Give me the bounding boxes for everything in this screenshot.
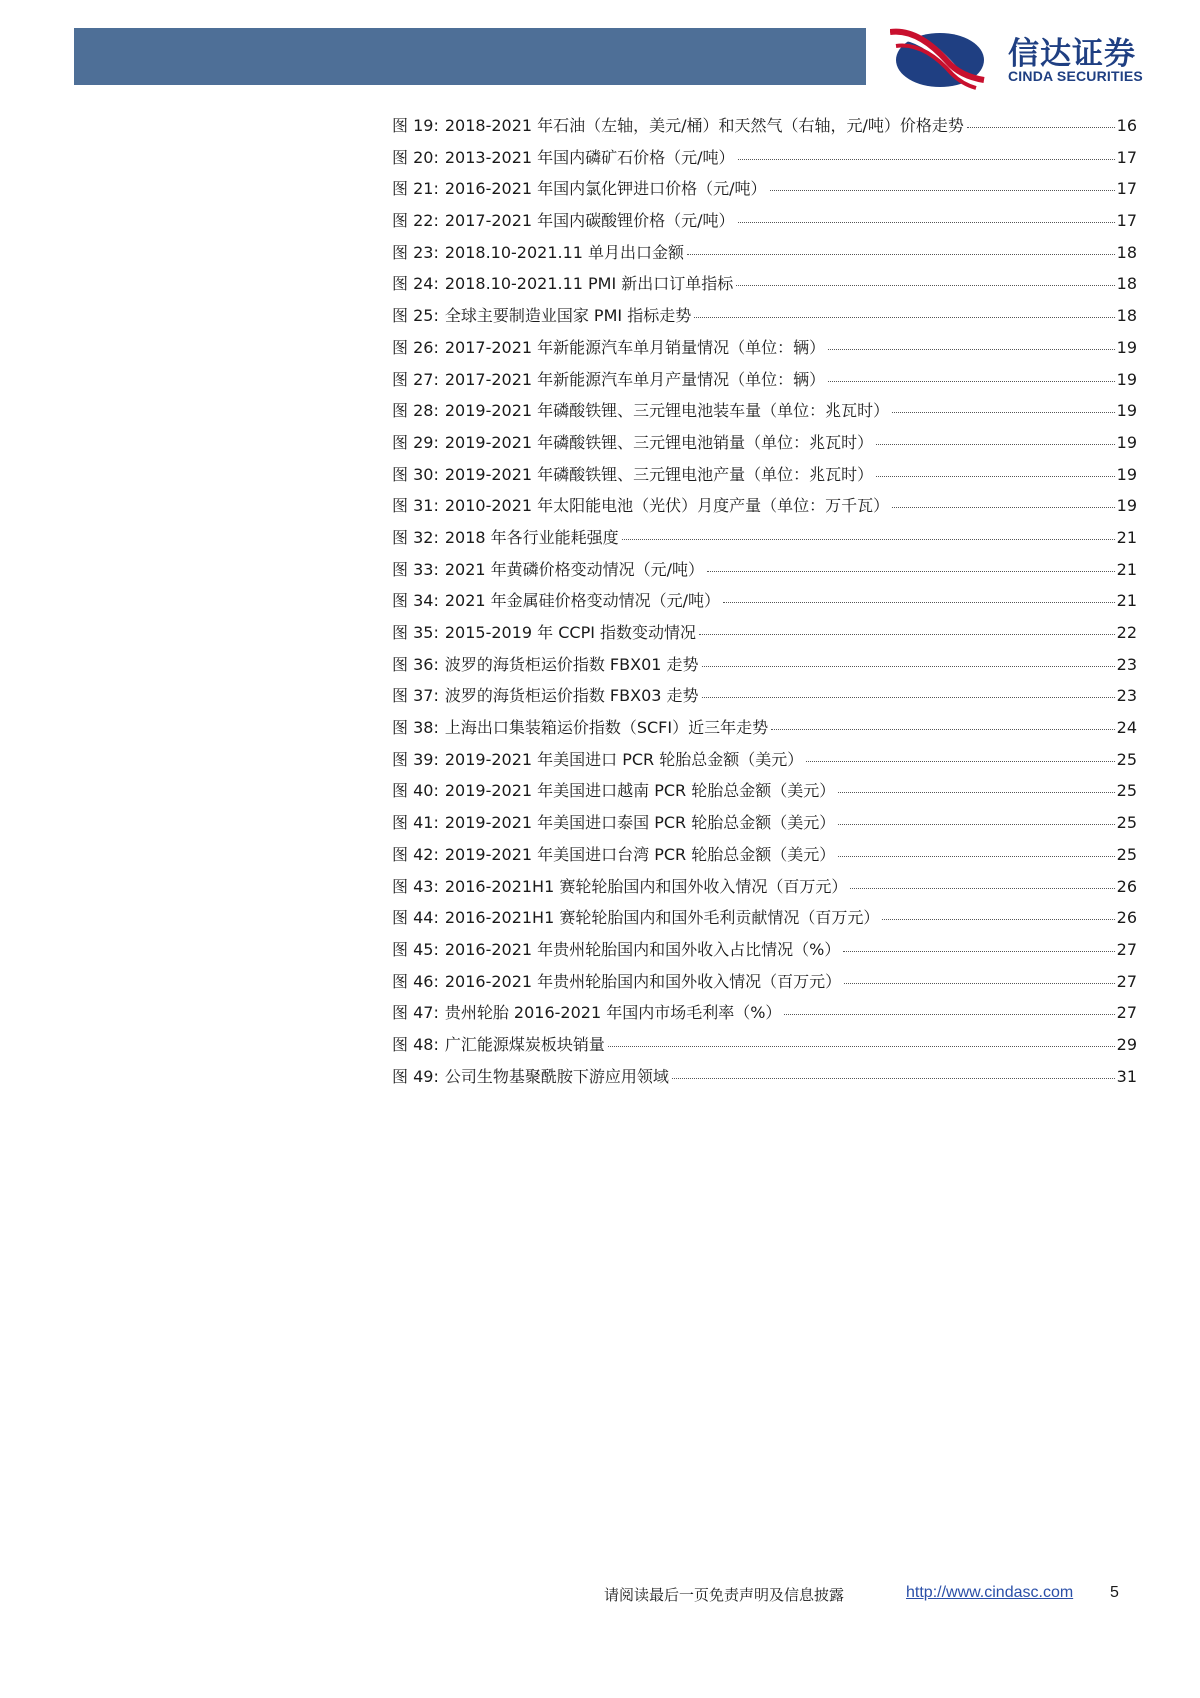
- figure-title: 2015-2019 年 CCPI 指数变动情况: [444, 623, 697, 642]
- figure-list: [392, 113, 1137, 1095]
- figure-list-item[interactable]: [392, 652, 1137, 684]
- figure-page-number: 26: [1116, 908, 1137, 928]
- dot-leader: [850, 888, 1114, 889]
- dot-leader: [608, 1046, 1115, 1047]
- figure-list-item[interactable]: [392, 969, 1137, 1001]
- figure-list-item[interactable]: [392, 367, 1137, 399]
- dot-leader: [707, 571, 1115, 572]
- figure-title: 2019-2021 年磷酸铁锂、三元锂电池销量（单位：兆瓦时）: [444, 432, 874, 452]
- figure-page-number: 17: [1116, 147, 1137, 167]
- dot-leader: [838, 856, 1114, 857]
- dot-leader: [967, 127, 1115, 128]
- figure-list-item[interactable]: [392, 874, 1137, 906]
- figure-title: 2021 年金属硅价格变动情况（元/吨）: [444, 591, 721, 611]
- figure-list-item[interactable]: [392, 683, 1137, 715]
- figure-number: 图 49:: [392, 1066, 439, 1086]
- figure-list-item[interactable]: [392, 937, 1137, 969]
- dot-leader: [843, 951, 1114, 952]
- figure-title: 公司生物基聚酰胺下游应用领域: [444, 1066, 669, 1086]
- figure-number: 图 28:: [392, 401, 439, 421]
- figure-list-item[interactable]: [392, 715, 1137, 747]
- figure-number: 图 36:: [392, 654, 439, 674]
- figure-number: 图 26:: [392, 337, 439, 357]
- dot-leader: [892, 507, 1114, 508]
- figure-page-number: 27: [1116, 939, 1137, 959]
- figure-list-item[interactable]: [392, 240, 1137, 272]
- figure-list-item[interactable]: [392, 778, 1137, 810]
- figure-number: 图 47:: [392, 1003, 439, 1023]
- dot-leader: [882, 919, 1114, 920]
- figure-number: 图 41:: [392, 813, 439, 833]
- dot-leader: [699, 634, 1115, 635]
- figure-page-number: 23: [1116, 654, 1137, 674]
- figure-title: 广汇能源煤炭板块销量: [444, 1034, 605, 1054]
- figure-title: 2019-2021 年美国进口台湾 PCR 轮胎总金额（美元）: [444, 844, 836, 864]
- figure-number: 图 37:: [392, 686, 439, 706]
- figure-page-number: 27: [1116, 971, 1137, 991]
- figure-title: 2016-2021 年贵州轮胎国内和国外收入占比情况（%）: [444, 939, 841, 959]
- figure-list-item[interactable]: [392, 145, 1137, 177]
- figure-list-item[interactable]: [392, 842, 1137, 874]
- figure-title: 2018 年各行业能耗强度: [444, 527, 619, 547]
- figure-number: 图 20:: [392, 147, 439, 167]
- cinda-logo-icon: [890, 26, 990, 90]
- dot-leader: [622, 539, 1115, 540]
- figure-page-number: 21: [1116, 559, 1137, 579]
- logo-english-name: CINDA SECURITIES: [1008, 68, 1143, 84]
- dot-leader: [892, 412, 1114, 413]
- figure-list-item[interactable]: [392, 208, 1137, 240]
- figure-list-item[interactable]: [392, 335, 1137, 367]
- figure-number: 图 30:: [392, 464, 439, 484]
- figure-page-number: 19: [1116, 369, 1137, 389]
- figure-page-number: 18: [1116, 306, 1137, 326]
- dot-leader: [672, 1078, 1115, 1079]
- dot-leader: [876, 444, 1114, 445]
- figure-page-number: 19: [1116, 401, 1137, 421]
- dot-leader: [687, 254, 1115, 255]
- figure-page-number: 29: [1116, 1034, 1137, 1054]
- figure-title: 2017-2021 年国内碳酸锂价格（元/吨）: [444, 211, 735, 231]
- figure-number: 图 32:: [392, 527, 439, 547]
- dot-leader: [828, 381, 1114, 382]
- figure-page-number: 17: [1116, 179, 1137, 199]
- figure-title: 2017-2021 年新能源汽车单月销量情况（单位：辆）: [444, 337, 826, 357]
- figure-title: 2016-2021 年贵州轮胎国内和国外收入情况（百万元）: [444, 971, 842, 991]
- figure-title: 2010-2021 年太阳能电池（光伏）月度产量（单位：万千瓦）: [444, 496, 890, 516]
- figure-list-item[interactable]: [392, 557, 1137, 589]
- figure-page-number: 19: [1116, 496, 1137, 516]
- dot-leader: [844, 983, 1114, 984]
- figure-number: 图 21:: [392, 179, 439, 199]
- figure-list-item[interactable]: [392, 1064, 1137, 1096]
- dot-leader: [770, 190, 1115, 191]
- figure-list-item[interactable]: [392, 1032, 1137, 1064]
- figure-list-item[interactable]: [392, 462, 1137, 494]
- figure-page-number: 19: [1116, 337, 1137, 357]
- figure-list-item[interactable]: [392, 905, 1137, 937]
- figure-title: 贵州轮胎 2016-2021 年国内市场毛利率（%）: [444, 1003, 782, 1023]
- figure-number: 图 45:: [392, 939, 439, 959]
- figure-number: 图 22:: [392, 211, 439, 231]
- figure-number: 图 19:: [392, 116, 439, 135]
- figure-page-number: 26: [1116, 876, 1137, 896]
- figure-list-item[interactable]: [392, 1000, 1137, 1032]
- figure-list-item[interactable]: [392, 588, 1137, 620]
- figure-page-number: 18: [1116, 274, 1137, 294]
- dot-leader: [806, 761, 1114, 762]
- figure-page-number: 19: [1116, 432, 1137, 452]
- figure-title: 2021 年黄磷价格变动情况（元/吨）: [444, 559, 705, 579]
- figure-page-number: 16: [1116, 116, 1137, 135]
- dot-leader: [771, 729, 1115, 730]
- figure-number: 图 48:: [392, 1034, 439, 1054]
- dot-leader: [784, 1014, 1114, 1015]
- figure-number: 图 27:: [392, 369, 439, 389]
- figure-page-number: 23: [1116, 686, 1137, 706]
- figure-title: 2018.10-2021.11 PMI 新出口订单指标: [444, 274, 734, 294]
- figure-title: 2018.10-2021.11 单月出口金额: [444, 242, 685, 262]
- figure-number: 图 35:: [392, 623, 439, 642]
- figure-number: 图 44:: [392, 908, 439, 928]
- figure-page-number: 31: [1116, 1066, 1137, 1086]
- dot-leader: [702, 666, 1115, 667]
- figure-list-item[interactable]: [392, 493, 1137, 525]
- figure-title: 2013-2021 年国内磷矿石价格（元/吨）: [444, 147, 735, 167]
- figure-page-number: 25: [1116, 844, 1137, 864]
- dot-leader: [828, 349, 1114, 350]
- header-bar: [74, 28, 866, 85]
- figure-title: 2019-2021 年美国进口 PCR 轮胎总金额（美元）: [444, 749, 804, 769]
- footer-disclaimer: 请阅读最后一页免责声明及信息披露: [604, 1586, 845, 1604]
- figure-number: 图 29:: [392, 432, 439, 452]
- figure-title: 2019-2021 年磷酸铁锂、三元锂电池装车量（单位：兆瓦时）: [444, 401, 890, 421]
- figure-number: 图 42:: [392, 844, 439, 864]
- dot-leader: [838, 824, 1114, 825]
- figure-page-number: 25: [1116, 749, 1137, 769]
- figure-number: 图 33:: [392, 559, 439, 579]
- figure-list-item[interactable]: [392, 810, 1137, 842]
- figure-number: 图 39:: [392, 749, 439, 769]
- figure-number: 图 31:: [392, 496, 439, 516]
- figure-list-item[interactable]: [392, 113, 1137, 145]
- figure-page-number: 21: [1116, 527, 1137, 547]
- figure-title: 2017-2021 年新能源汽车单月产量情况（单位：辆）: [444, 369, 826, 389]
- figure-number: 图 38:: [392, 718, 439, 738]
- figure-page-number: 25: [1116, 813, 1137, 833]
- dot-leader: [723, 602, 1115, 603]
- dot-leader: [738, 159, 1115, 160]
- page-footer: [604, 1584, 1144, 1608]
- figure-title: 2019-2021 年磷酸铁锂、三元锂电池产量（单位：兆瓦时）: [444, 464, 874, 484]
- figure-title: 2018-2021 年石油（左轴，美元/桶）和天然气（右轴，元/吨）价格走势: [444, 116, 964, 135]
- figure-list-item[interactable]: [392, 303, 1137, 335]
- figure-number: 图 46:: [392, 971, 439, 991]
- figure-page-number: 17: [1116, 211, 1137, 231]
- figure-page-number: 19: [1116, 464, 1137, 484]
- figure-number: 图 43:: [392, 876, 439, 896]
- figure-page-number: 24: [1116, 718, 1137, 738]
- figure-page-number: 21: [1116, 591, 1137, 611]
- page-number: 5: [1110, 1584, 1119, 1601]
- dot-leader: [702, 697, 1115, 698]
- figure-list-item[interactable]: [392, 430, 1137, 462]
- figure-list-item[interactable]: [392, 398, 1137, 430]
- dot-leader: [876, 476, 1114, 477]
- figure-page-number: 22: [1116, 623, 1137, 642]
- logo-chinese-name: 信达证券: [1008, 36, 1136, 72]
- website-link[interactable]: http://www.cindasc.com: [906, 1584, 1074, 1601]
- figure-list-item[interactable]: [392, 525, 1137, 557]
- figure-title: 2016-2021 年国内氯化钾进口价格（元/吨）: [444, 179, 767, 199]
- figure-title: 波罗的海货柜运价指数 FBX01 走势: [444, 654, 699, 674]
- figure-page-number: 18: [1116, 242, 1137, 262]
- figure-title: 上海出口集装箱运价指数（SCFI）近三年走势: [444, 718, 769, 738]
- dot-leader: [838, 792, 1114, 793]
- figure-number: 图 23:: [392, 242, 439, 262]
- figure-page-number: 27: [1116, 1003, 1137, 1023]
- figure-page-number: 25: [1116, 781, 1137, 801]
- figure-number: 图 34:: [392, 591, 439, 611]
- company-logo: [890, 24, 1190, 90]
- figure-list-item[interactable]: [392, 271, 1137, 303]
- figure-number: 图 25:: [392, 306, 439, 326]
- figure-title: 全球主要制造业国家 PMI 指标走势: [444, 306, 692, 326]
- figure-title: 2016-2021H1 赛轮轮胎国内和国外毛利贡献情况（百万元）: [444, 908, 880, 928]
- figure-list-item[interactable]: [392, 176, 1137, 208]
- figure-title: 2019-2021 年美国进口泰国 PCR 轮胎总金额（美元）: [444, 813, 836, 833]
- figure-list-item[interactable]: [392, 747, 1137, 779]
- dot-leader: [738, 222, 1115, 223]
- figure-number: 图 40:: [392, 781, 439, 801]
- figure-list-item[interactable]: [392, 620, 1137, 652]
- figure-number: 图 24:: [392, 274, 439, 294]
- figure-title: 2019-2021 年美国进口越南 PCR 轮胎总金额（美元）: [444, 781, 836, 801]
- dot-leader: [736, 285, 1114, 286]
- figure-title: 波罗的海货柜运价指数 FBX03 走势: [444, 686, 699, 706]
- dot-leader: [694, 317, 1114, 318]
- figure-title: 2016-2021H1 赛轮轮胎国内和国外收入情况（百万元）: [444, 876, 848, 896]
